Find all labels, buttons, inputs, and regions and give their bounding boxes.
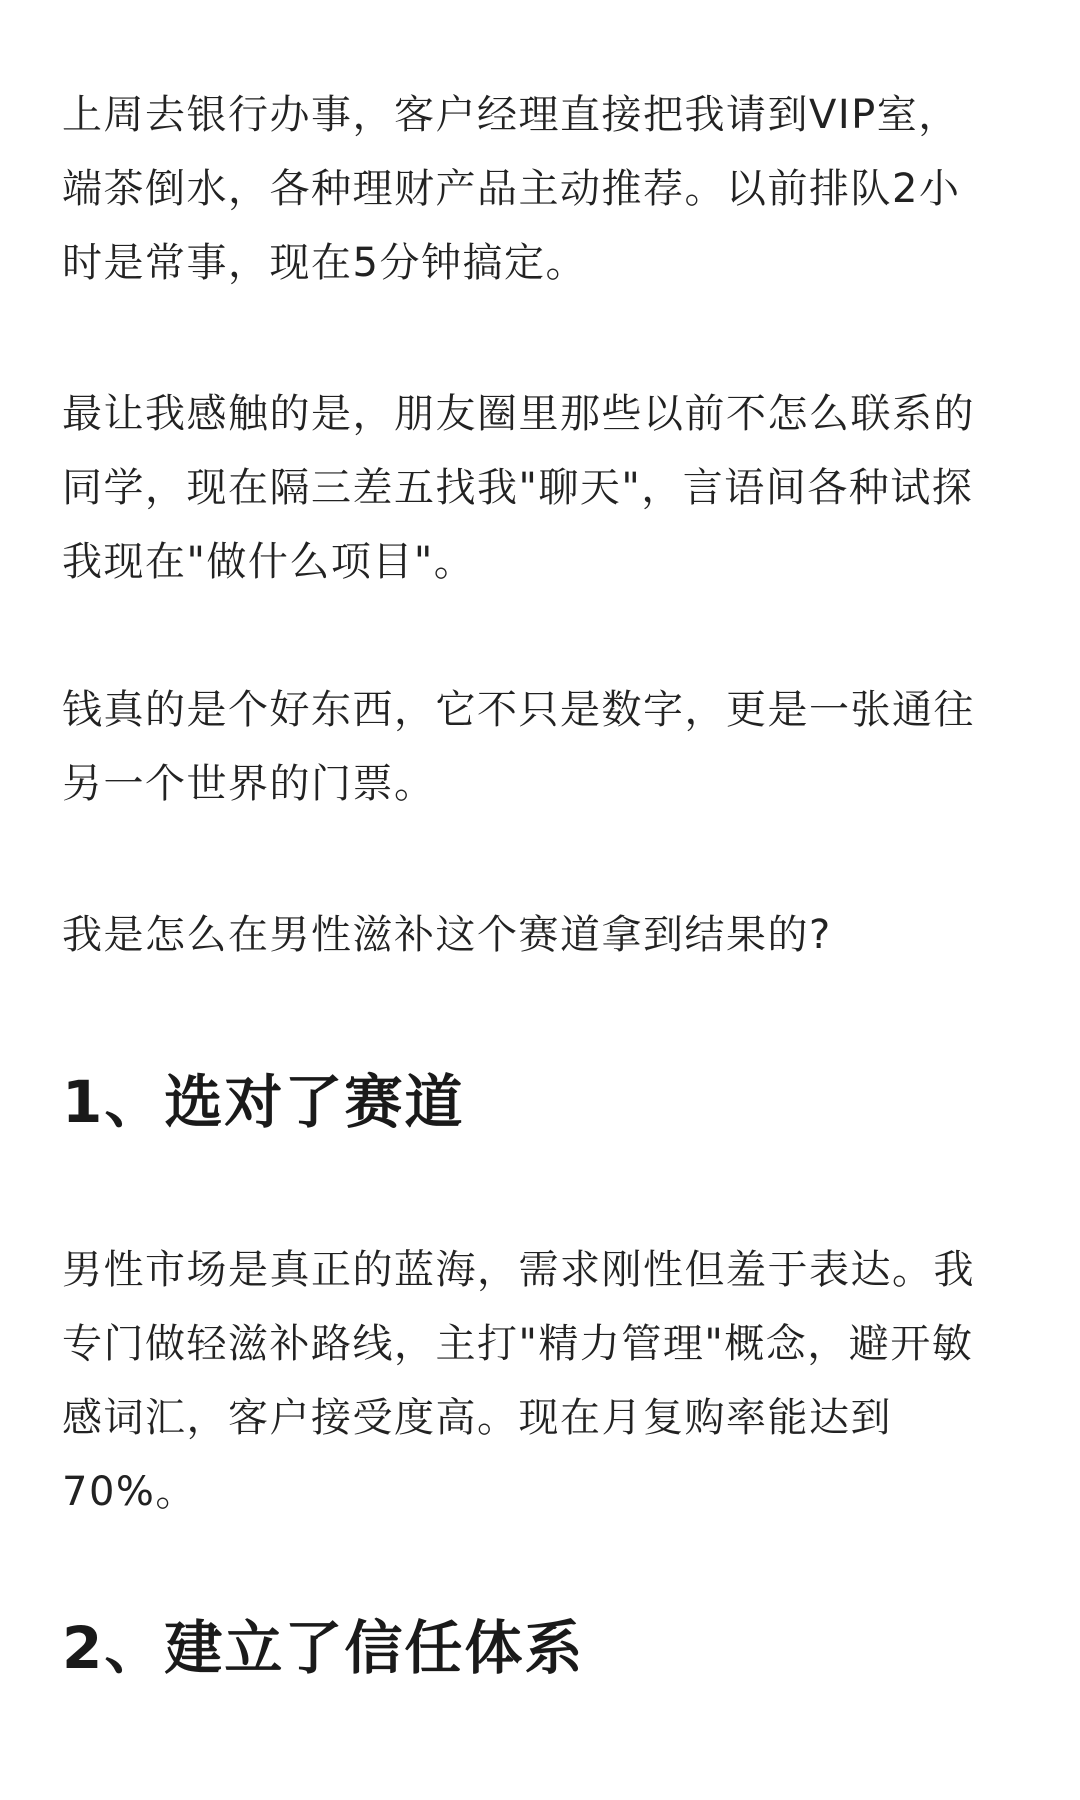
paragraph-money: 钱真的是个好东西，它不只是数字，更是一张通往 另一个世界的门票。 <box>62 687 975 807</box>
paragraph-classmates: 最让我感触的是，朋友圈里那些以前不怎么联系的 同学，现在隔三差五找我"聊天"，言语间各种试探 我现在"做什么项目"。 <box>62 391 975 585</box>
paragraph-bank-visit: 上周去银行办事，客户经理直接把我请到VIP室， 端茶倒水，各种理财产品主动推荐。以前排队2小 时是常事，现在5分钟搞定。 <box>62 92 961 286</box>
paragraph-market: 男性市场是真正的蓝海，需求刚性但羞于表达。我 专门做轻滋补路线，主打"精力管理"概念，避开敏 感词汇，客户接受度高。现在月复购率能达到 70%。 <box>62 1247 975 1515</box>
section-heading-1: 1、选对了赛道 <box>62 1068 465 1136</box>
paragraph-question: 我是怎么在男性滋补这个赛道拿到结果的? <box>62 912 832 958</box>
section-heading-2: 2、建立了信任体系 <box>62 1614 585 1682</box>
